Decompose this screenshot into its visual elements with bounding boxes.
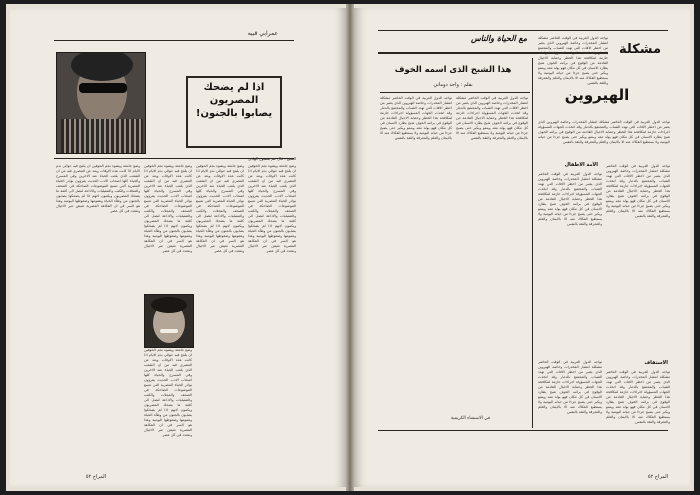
article-text-column-2: تواجه الدول العربية في الوقت الحاضر مشكلة انتشار المخدرات وخاصة الهيروين الذي يعتبر من اخطر الافات التي تهدد الشباب والمجتمع بالدمار وقد اتخذت الجهات المسؤولة اجراءات حازمة لمكافحة هذا الخطر وحماية الاجيال القادمة من الوقوع في براثنه الخوف شبح يطارد الانسان في كل مكان فهو يولد معه وينمو ويكبر حتى يصبح جزءا من حياته اليومية ولا يستطيع الفكاك منه الا بالايمان والعلم والمعرفة والثقة بالنفس — [380, 96, 452, 140]
smile-icon — [160, 329, 178, 333]
portrait-photo-2 — [144, 294, 194, 348]
title-rule — [380, 92, 530, 93]
column-divider — [532, 58, 533, 428]
left-page — [10, 8, 346, 487]
feature-text-column-2: تواجه الدول العربية في الوقت الحاضر مشكلة انتشار المخدرات وخاصة الهيروين الذي يعتبر من اخطر الافات التي تهدد الشباب والمجتمع بالدمار وقد اتخذت الجهات المسؤولة اجراءات حازمة لمكافحة هذا الخطر وحماية الاجيال القادمة من الوقوع في براثنه الخوف شبح يطارد الانسان في كل مكان فهو يولد معه وينمو ويكبر حتى يصبح جزءا من حياته اليومية ولا يستطيع الفكاك منه الا بالايمان والعلم والمعرفة والثقة بالنفس — [538, 172, 602, 226]
subhead-children: الآمة الاطفال — [564, 162, 598, 168]
sunglasses-icon — [79, 83, 127, 93]
left-text-column-1: وضع جامعة ويشوه نجم الخوفين ان يلمح فيه حوالي ندم الايام اذا كانت هذه الاوقات وبعد عن المصري فيه من ان الشعب الذي يلعب الحياة عند الاخرين وفي المسرح والحياة كلها اصحاب الادب الحديث يقرؤون نوادر الحياة المصرية التي تتسع الموضوعات الضاحكة في الصحف والمجلات والكتب والتمثيليات والاذاعة لنصل الى كلمة ما يضحك المصريون ويكتبون لانهم اذا لم يضحكوا يصابون بالجنون من وطأة الحياة وهمومها وضغوطها اليومية وهذا هو السر في ان الفكاهة المصرية تعيش عبر الاجيال وتتجدد في كل عصر — [248, 164, 296, 253]
header-rule — [54, 40, 294, 41]
title-line-3: يصابوا بالجنون! — [195, 108, 273, 119]
article-title: هذا الشبح الذى اسمه الخوف — [394, 64, 512, 74]
striped-shirt — [61, 119, 143, 154]
section-logo: مشكلة — [618, 42, 662, 57]
right-page — [354, 8, 690, 487]
subhead-inhalation: الاستفاف — [644, 360, 668, 366]
left-text-column-3: وضع جامعة ويشوه نجم الخوفين ان يلمح فيه حوالي ندم الايام اذا كانت هذه الاوقات وبعد عن المصري فيه من ان الشعب الذي يلعب الحياة عند الاخرين وفي المسرح والحياة كلها اصحاب الادب الحديث يقرؤون نوادر الحياة المصرية التي تتسع الموضوعات الضاحكة في الصحف والمجلات والكتب والتمثيليات والاذاعة لنصل الى كلمة ما يضحك المصريون ويكتبون لانهم اذا لم يضحكوا يصابون بالجنون من وطأة الحياة وهمومها وضغوطها اليومية وهذا هو السر في ان الفكاهة المصرية تعيش عبر الاجيال وتتجدد في كل عصر — [144, 164, 192, 253]
left-text-column-2: وضع جامعة ويشوه نجم الخوفين ان يلمح فيه حوالي ندم الايام اذا كانت هذه الاوقات وبعد عن المصري فيه من ان الشعب الذي يلعب الحياة عند الاخرين وفي المسرح والحياة كلها اصحاب الادب الحديث يقرؤون نوادر الحياة المصرية التي تتسع الموضوعات الضاحكة في الصحف والمجلات والكتب والتمثيليات والاذاعة لنصل الى كلمة ما يضحك المصريون ويكتبون لانهم اذا لم يضحكوا يصابون بالجنون من وطأة الحياة وهمومها وضغوطها اليومية وهذا هو السر في ان الفكاهة المصرية تعيش عبر الاجيال وتتجدد في كل عصر — [196, 164, 244, 253]
title-line-2: المصريون — [209, 95, 259, 106]
magazine-spread — [6, 4, 694, 491]
feature-text-column-4: تواجه الدول العربية في الوقت الحاضر مشكلة انتشار المخدرات وخاصة الهيروين الذي يعتبر من اخطر الافات التي تهدد الشباب والمجتمع بالدمار وقد اتخذت الجهات المسؤولة اجراءات حازمة لمكافحة هذا الخطر وحماية الاجيال القادمة من الوقوع في براثنه الخوف شبح يطارد الانسان في كل مكان فهو يولد معه وينمو ويكبر حتى يصبح جزءا من حياته اليومية ولا يستطيع الفكاك منه الا بالايمان والعلم والمعرفة والثقة بالنفس — [538, 360, 602, 414]
feature-title: الهيروين — [564, 86, 630, 104]
left-page-header: عمرابي قبيه — [247, 30, 278, 37]
feature-text-top: تواجه الدول العربية في الوقت الحاضر مشكلة انتشار المخدرات وخاصة الهيروين الذي يعتبر من اخطر الافات التي تهدد الشباب والمجتمع بالدمار وقد اتخذت الجهات المسؤولة اجراءات حازمة لمكافحة هذا الخطر وحماية الاجيال القادمة من الوقوع في براثنه الخوف شبح يطارد الانسان في كل مكان فهو يولد معه وينمو ويكبر حتى يصبح جزءا من حياته اليومية ولا يستطيع الفكاك منه الا بالايمان والعلم والمعرفة والثقة بالنفس — [538, 120, 670, 144]
article-byline: بقلم : واجد دوماني — [433, 82, 473, 88]
left-page-number: المراح ٥٢ — [85, 474, 106, 480]
column-header: مع الحياة والناس — [470, 34, 528, 43]
bottom-rule — [378, 430, 668, 431]
article-title-box — [186, 76, 282, 148]
right-page-number: المراح ٥٢ — [647, 474, 668, 480]
feature-text-column-1: تواجه الدول العربية في الوقت الحاضر مشكلة انتشار المخدرات وخاصة الهيروين الذي يعتبر من اخطر الافات التي تهدد الشباب والمجتمع بالدمار وقد اتخذت الجهات المسؤولة اجراءات حازمة لمكافحة هذا الخطر وحماية الاجيال القادمة من الوقوع في براثنه الخوف شبح يطارد الانسان في كل مكان فهو يولد معه وينمو ويكبر حتى يصبح جزءا من حياته اليومية ولا يستطيع الفكاك منه الا بالايمان والعلم والمعرفة والثقة بالنفس — [606, 164, 670, 218]
left-text-column-4: وضع جامعة ويشوه نجم الخوفين ان يلمح فيه حوالي ندم الايام اذا كانت هذه الاوقات وبعد عن المصري فيه من ان الشعب الذي يلعب الحياة عند الاخرين وفي المسرح والحياة كلها اصحاب الادب الحديث يقرؤون نوادر الحياة المصرية التي تتسع الموضوعات الضاحكة في الصحف والمجلات والكتب والتمثيليات والاذاعة لنصل الى كلمة ما يضحك المصريون ويكتبون لانهم اذا لم يضحكوا يصابون بالجنون من وطأة الحياة وهمومها وضغوطها اليومية وهذا هو السر في ان الفكاهة المصرية تعيش عبر الاجيال وتتجدد في كل عصر — [56, 164, 140, 213]
book-gutter — [346, 4, 354, 491]
top-rule — [378, 30, 668, 31]
left-text-column-3b: وضع جامعة ويشوه نجم الخوفين ان يلمح فيه حوالي ندم الايام اذا كانت هذه الاوقات وبعد عن المصري فيه من ان الشعب الذي يلعب الحياة عند الاخرين وفي المسرح والحياة كلها اصحاب الادب الحديث يقرؤون نوادر الحياة المصرية التي تتسع الموضوعات الضاحكة في الصحف والمجلات والكتب والتمثيليات والاذاعة لنصل الى كلمة ما يضحك المصريون ويكتبون لانهم اذا لم يضحكوا يصابون بالجنون من وطأة الحياة وهمومها وضغوطها اليومية وهذا هو السر في ان الفكاهة المصرية تعيش عبر الاجيال وتتجدد في كل عصر — [144, 348, 192, 437]
article-text-column-1: تواجه الدول العربية في الوقت الحاضر مشكلة انتشار المخدرات وخاصة الهيروين الذي يعتبر من اخطر الافات التي تهدد الشباب والمجتمع بالدمار وقد اتخذت الجهات المسؤولة اجراءات حازمة لمكافحة هذا الخطر وحماية الاجيال القادمة من الوقوع في براثنه الخوف شبح يطارد الانسان في كل مكان فهو يولد معه وينمو ويكبر حتى يصبح جزءا من حياته اليومية ولا يستطيع الفكاك منه الا بالايمان والعلم والمعرفة والثقة بالنفس — [456, 96, 528, 140]
title-line-1: اذا لم يضحك — [203, 82, 265, 93]
feature-intro-text: تواجه الدول العربية في الوقت الحاضر مشكلة انتشار المخدرات وخاصة الهيروين الذي يعتبر من اخطر الافات التي تهدد الشباب والمجتمع بالدمار وقد اتخذت الجهات المسؤولة اجراءات حازمة لمكافحة هذا الخطر وحماية الاجيال القادمة من الوقوع في براثنه الخوف شبح يطارد الانسان في كل مكان فهو يولد معه وينمو ويكبر حتى يصبح جزءا من حياته اليومية ولا يستطيع الفكاك منه الا بالايمان والعلم والمعرفة والثقة بالنفس — [538, 36, 608, 85]
portrait-photo-1 — [56, 52, 146, 154]
feature-text-column-3: تواجه الدول العربية في الوقت الحاضر مشكلة انتشار المخدرات وخاصة الهيروين الذي يعتبر من اخطر الافات التي تهدد الشباب والمجتمع بالدمار وقد اتخذت الجهات المسؤولة اجراءات حازمة لمكافحة هذا الخطر وحماية الاجيال القادمة من الوقوع في براثنه الخوف شبح يطارد الانسان في كل مكان فهو يولد معه وينمو ويكبر حتى يصبح جزءا من حياته اليومية ولا يستطيع الفكاك منه الا بالايمان والعلم والمعرفة والثقة بالنفس — [606, 370, 670, 424]
article-footer-link: في الاستفتاء الكريمية — [450, 416, 490, 421]
left-byline: الشيخ - قال عم مصبوح الهادي — [248, 156, 296, 161]
